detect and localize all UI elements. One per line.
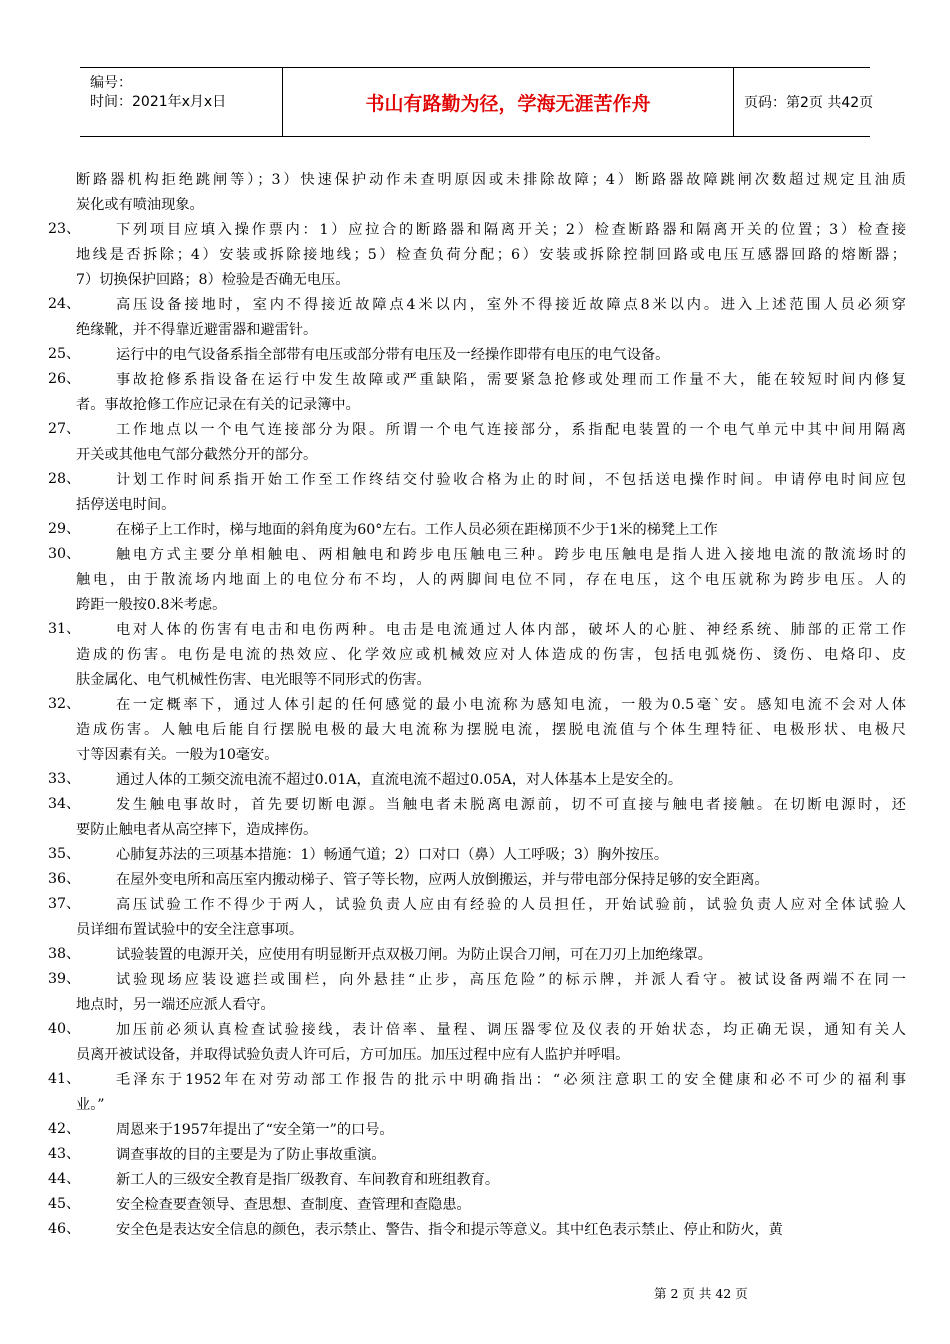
item-line [76, 868, 906, 893]
list-item [48, 543, 906, 618]
paragraph-text: 地线是否拆除；4）安装或拆除接地线；5）检查负荷分配；6）安装或拆除控制回路或电压互感器回路的熔断器； [76, 247, 906, 263]
item-line [76, 793, 906, 818]
item-line [76, 893, 906, 918]
list-item [48, 518, 906, 543]
item-number: 28、 [48, 471, 81, 487]
item-line [76, 343, 906, 368]
paragraph-text: 在梯子上工作时，梯与地面的斜角度为60°左右。工作人员必须在距梯顶不少于1米的梯凳上工作 [116, 522, 718, 538]
paragraph-text: 寸等因素有关。一般为10毫安。 [76, 747, 279, 763]
item-number: 40、 [48, 1021, 81, 1037]
paragraph-text: 下列项目应填入操作票内：1）应拉合的断路器和隔离开关；2）检查断路器和隔离开关的位置；3）检查接 [116, 222, 906, 238]
item-line [76, 368, 906, 393]
item-number: 36、 [48, 871, 81, 887]
list-item [48, 468, 906, 518]
paragraph-text: 安全检查要查领导、查思想、查制度、查管理和查隐患。 [116, 1197, 471, 1213]
item-line [76, 1043, 906, 1068]
paragraph-text: 在屋外变电所和高压室内搬动梯子、管子等长物，应两人放倒搬运，并与带电部分保持足够的安全距离。 [116, 872, 769, 888]
paragraph-text: 要防止触电者从高空摔下，造成摔伤。 [76, 822, 318, 838]
paragraph-text: 跨距一般按0.8米考虑。 [76, 597, 227, 613]
item-number: 38、 [48, 946, 81, 962]
item-line [76, 743, 906, 768]
paragraph-text: 业。” [76, 1097, 105, 1113]
document-number-label: 编号： [90, 75, 132, 91]
paragraph-text: 毛泽东于1952年在对劳动部工作报告的批示中明确指出：“必须注意职工的安全健康和必不可少的福利事 [116, 1072, 906, 1088]
paragraph-text: 工作地点以一个电气连接部分为限。所谓一个电气连接部分，系指配电装置的一个电气单元中其中间用隔离 [116, 422, 906, 438]
item-line [76, 1093, 906, 1118]
document-body [48, 168, 906, 1243]
paragraph-text: 高压设备接地时，室内不得接近故障点4米以内，室外不得接近故障点8米以内。进入上述范围人员必须穿 [116, 297, 906, 313]
header-page-number: 页码：第2页 共42页 [744, 95, 874, 111]
paragraph-text: 在一定概率下，通过人体引起的任何感觉的最小电流称为感知电流，一般为0.5毫`安。感知电流不会对人体 [116, 697, 906, 713]
item-number: 23、 [48, 221, 81, 237]
item-line [76, 568, 906, 593]
item-line [76, 318, 906, 343]
item-line [76, 843, 906, 868]
item-line [76, 443, 906, 468]
item-line [76, 393, 906, 418]
item-line [76, 1218, 906, 1243]
list-item [48, 218, 906, 293]
item-line [76, 418, 906, 443]
continuation-line [76, 193, 906, 218]
item-number: 33、 [48, 771, 81, 787]
paragraph-text: 断路器机构拒绝跳闸等）；3）快速保护动作未查明原因或未排除故障；4）断路器故障跳闸次数超过规定且油质 [76, 172, 906, 188]
item-line [76, 593, 906, 618]
list-item [48, 1118, 906, 1143]
item-line [76, 943, 906, 968]
paragraph-text: 绝缘靴，并不得靠近避雷器和避雷针。 [76, 322, 318, 338]
paragraph-text: 周恩来于1957年提出了“安全第一”的口号。 [116, 1122, 394, 1138]
item-number: 37、 [48, 896, 81, 912]
paragraph-text: 发生触电事故时，首先要切断电源。当触电者未脱离电源前，切不可直接与触电者接触。在切断电源时，还 [116, 797, 906, 813]
paragraph-text: 事故抢修系指设备在运行中发生故障或严重缺陷，需要紧急抢修或处理而工作量不大，能在较短时间内修复 [116, 372, 906, 388]
paragraph-text: 肤金属化、电气机械性伤害、电光眼等不同形式的伤害。 [76, 672, 431, 688]
item-line [76, 1018, 906, 1043]
paragraph-text: 试验装置的电源开关，应使用有明显断开点双极刀闸。为防止误合刀闸，可在刀刃上加绝缘罩。 [116, 947, 712, 963]
item-number: 35、 [48, 846, 81, 862]
item-number: 45、 [48, 1196, 81, 1212]
item-line [76, 768, 906, 793]
item-number: 42、 [48, 1121, 81, 1137]
item-number: 31、 [48, 621, 81, 637]
paragraph-text: 触电方式主要分单相触电、两相触电和跨步电压触电三种。跨步电压触电是指人进入接地电流的散流场时的 [116, 547, 906, 563]
item-line [76, 968, 906, 993]
paragraph-text: 心肺复苏法的三项基本措施：1）畅通气道；2）口对口（鼻）人工呼吸；3）胸外按压。 [116, 847, 669, 863]
paragraph-text: 造成的伤害。电伤是电流的热效应、化学效应或机械效应对人体造成的伤害，包括电弧烧伤、烫伤、电烙印、皮 [76, 647, 906, 663]
list-item [48, 868, 906, 893]
paragraph-text: 安全色是表达安全信息的颜色，表示禁止、警告、指令和提示等意义。其中红色表示禁止、停止和防火，黄 [116, 1222, 783, 1238]
item-line [76, 468, 906, 493]
list-item [48, 793, 906, 843]
paragraph-text: 地点时，另一端还应派人看守。 [76, 997, 275, 1013]
item-number: 43、 [48, 1146, 81, 1162]
item-line [76, 668, 906, 693]
item-line [76, 268, 906, 293]
header-meta [80, 68, 282, 136]
item-line [76, 1118, 906, 1143]
item-number: 46、 [48, 1221, 81, 1237]
item-number: 25、 [48, 346, 81, 362]
paragraph-text: 高压试验工作不得少于两人，试验负责人应由有经验的人员担任，开始试验前，试验负责人应对全体试验人 [116, 897, 906, 913]
paragraph-text: 新工人的三级安全教育是指厂级教育、车间教育和班组教育。 [116, 1172, 500, 1188]
list-item [48, 418, 906, 468]
list-item [48, 1193, 906, 1218]
list-item [48, 843, 906, 868]
paragraph-text: 者。事故抢修工作应记录在有关的记录簿中。 [76, 397, 360, 413]
paragraph-text: 计划工作时间系指开始工作至工作终结交付验收合格为止的时间，不包括送电操作时间。申请停电时间应包 [116, 472, 906, 488]
item-number: 26、 [48, 371, 81, 387]
continuation-line [76, 168, 906, 193]
page-header [80, 67, 874, 137]
paragraph-text: 电对人体的伤害有电击和电伤两种。电击是电流通过人体内部，破坏人的心脏、神经系统、肺部的正常工作 [116, 622, 906, 638]
list-item [48, 1068, 906, 1118]
paragraph-text: 员离开被试设备，并取得试验负责人许可后，方可加压。加压过程中应有人监护并呼唱。 [76, 1047, 630, 1063]
document-time-label: 时间：2021年x月x日 [90, 94, 227, 110]
item-line [76, 1193, 906, 1218]
item-line [76, 493, 906, 518]
item-line [76, 218, 906, 243]
paragraph-text: 造成伤害。人触电后能自行摆脱电极的最大电流称为摆脱电流，摆脱电流值与个体生理特征、电极形状、电极尺 [76, 722, 906, 738]
paragraph-text: 括停送电时间。 [76, 497, 176, 513]
item-line [76, 1168, 906, 1193]
list-item [48, 1168, 906, 1193]
item-line [76, 1068, 906, 1093]
list-item [48, 293, 906, 343]
item-number: 30、 [48, 546, 81, 562]
list-item [48, 943, 906, 968]
item-line [76, 718, 906, 743]
item-number: 29、 [48, 521, 81, 537]
paragraph-text: 炭化或有喷油现象。 [76, 197, 204, 213]
item-number: 34、 [48, 796, 81, 812]
paragraph-text: 触电，由于散流场内地面上的电位分布不均，人的两脚间电位不同，存在电压，这个电压就称为跨步电压。人的 [76, 572, 906, 588]
item-line [76, 618, 906, 643]
item-line [76, 818, 906, 843]
header-motto: 书山有路勤为径，学海无涯苦作舟 [282, 68, 734, 136]
list-item [48, 1018, 906, 1068]
item-number: 24、 [48, 296, 81, 312]
item-line [76, 293, 906, 318]
list-item [48, 343, 906, 368]
list-item [48, 368, 906, 418]
paragraph-text: 调查事故的目的主要是为了防止事故重演。 [116, 1147, 386, 1163]
paragraph-text: 7）切换保护回路；8）检验是否确无电压。 [76, 272, 350, 288]
item-line [76, 1143, 906, 1168]
item-number: 39、 [48, 971, 81, 987]
item-line [76, 543, 906, 568]
item-line [76, 693, 906, 718]
item-number: 44、 [48, 1171, 81, 1187]
list-item [48, 1218, 906, 1243]
paragraph-text: 加压前必须认真检查试验接线，表计倍率、量程、调压器零位及仪表的开始状态，均正确无误，通知有关人 [116, 1022, 906, 1038]
list-item [48, 693, 906, 768]
paragraph-text: 运行中的电气设备系指全部带有电压或部分带有电压及一经操作即带有电压的电气设备。 [116, 347, 670, 363]
list-item [48, 893, 906, 943]
page-footer: 第 2 页 共 42 页 [654, 1286, 748, 1301]
item-line [76, 518, 906, 543]
item-number: 32、 [48, 696, 81, 712]
item-number: 27、 [48, 421, 81, 437]
item-line [76, 643, 906, 668]
paragraph-text: 员详细布置试验中的安全注意事项。 [76, 922, 304, 938]
list-item [48, 968, 906, 1018]
paragraph-text: 试验现场应装设遮拦或围栏，向外悬挂“止步，高压危险”的标示牌，并派人看守。被试设备两端不在同一 [116, 972, 906, 988]
paragraph-text: 开关或其他电气部分截然分开的部分。 [76, 447, 318, 463]
item-line [76, 918, 906, 943]
paragraph-text: 通过人体的工频交流电流不超过0.01A，直流电流不超过0.05A，对人体基本上是安全的。 [116, 772, 683, 788]
item-number: 41、 [48, 1071, 81, 1087]
list-item [48, 768, 906, 793]
item-line [76, 993, 906, 1018]
list-item [48, 618, 906, 693]
list-item [48, 1143, 906, 1168]
item-line [76, 243, 906, 268]
